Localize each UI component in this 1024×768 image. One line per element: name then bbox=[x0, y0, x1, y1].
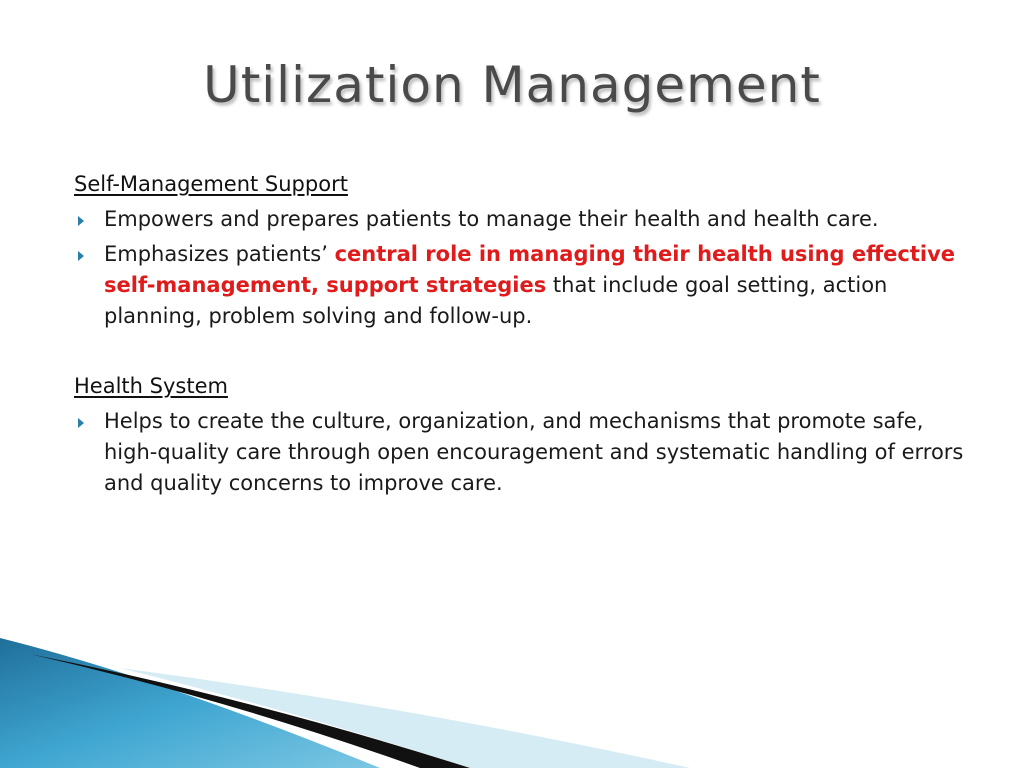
bullet-text-lead: Emphasizes patients’ bbox=[104, 242, 335, 266]
bullet-text: Empowers and prepares patients to manage their health and health care. bbox=[104, 207, 879, 231]
bullet-text: Helps to create the culture, organization, and mechanisms that promote safe, high-quality care through open encouragement and systematic handling of errors and quality concerns to improve care. bbox=[104, 409, 964, 495]
slide-title: Utilization Management bbox=[203, 56, 821, 114]
triangle-bullet-icon bbox=[78, 251, 84, 261]
slide-body bbox=[74, 168, 974, 499]
bullet-text-highlight: central role in managing their health using effective self-management, support strategies bbox=[104, 242, 956, 297]
bullet-item bbox=[74, 204, 974, 235]
section-heading-self-management: Self-Management Support bbox=[74, 172, 348, 196]
triangle-bullet-icon bbox=[78, 216, 84, 226]
bullet-item bbox=[74, 239, 974, 332]
triangle-bullet-icon bbox=[78, 418, 84, 428]
section-heading-health-system: Health System bbox=[74, 374, 228, 398]
bullet-text-trail: that include goal setting, action planning, problem solving and follow-up. bbox=[104, 273, 888, 328]
bullet-item bbox=[74, 406, 974, 499]
decorative-wave-footer bbox=[0, 638, 1024, 768]
